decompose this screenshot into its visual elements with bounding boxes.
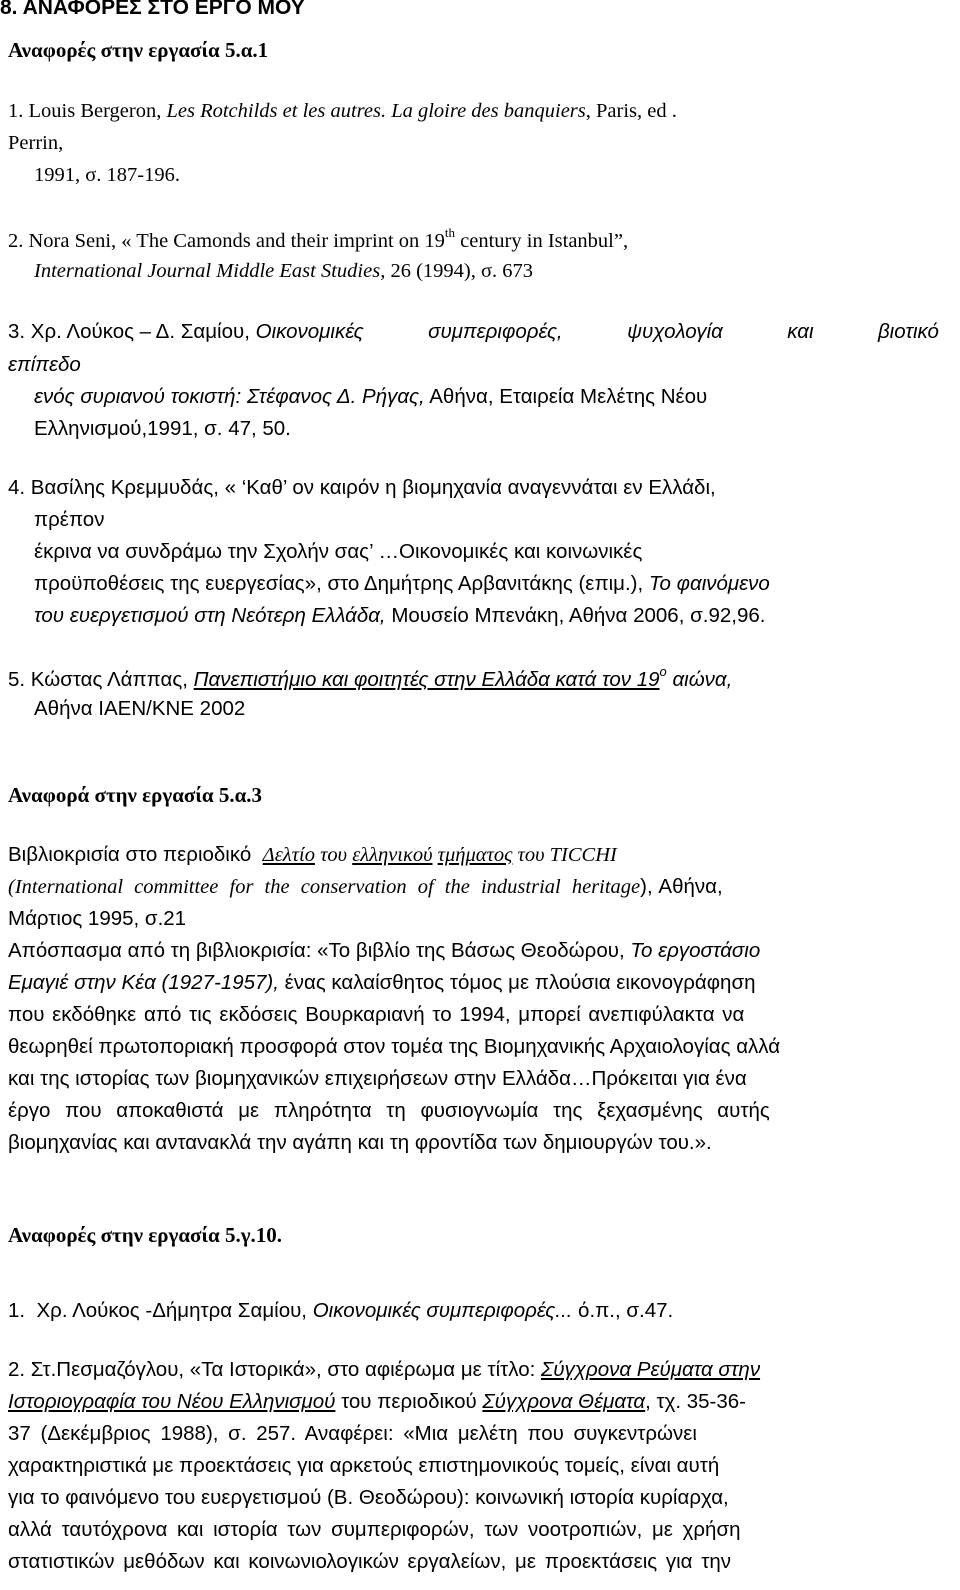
reference-text: στατιστικών μεθόδων και κοινωνιολογικών εργαλείων, με προεκτάσεις για την — [8, 1550, 731, 1573]
reference-text — [34, 261, 533, 282]
title-word: Οικονομικές — [255, 320, 364, 343]
reference-text: 5. Κώστας Λάππας, — [8, 667, 194, 691]
quote-text: και της ιστορίας των βιομηχανικών επιχειρήσεων στην Ελλάδα…Πρόκειται για ένα — [8, 1067, 747, 1090]
reference-title: ενός συριανού τοκιστή: Στέφανος Δ. Ρήγας, — [34, 385, 425, 408]
quote-text — [8, 941, 760, 962]
reference-text — [8, 877, 939, 898]
reference-item — [8, 1301, 673, 1322]
journal-title: International Journal Middle East Studies, — [34, 260, 386, 282]
reference-text: 2. Nora Seni, « The Camonds and their imprint on 19 — [8, 229, 445, 252]
reference-text: Αθήνα ΙΑΕΝ/ΚΝΕ 2002 — [34, 697, 246, 720]
reference-title: τμήματος — [437, 844, 513, 866]
title-word: και — [787, 320, 814, 343]
reference-item: 4. Βασίλης Κρεμμυδάς, « ‘Καθ’ ον καιρόν η βιομηχανία αναγεννάται εν Ελλάδι, — [8, 476, 716, 499]
reference-text: χαρακτηριστικά με προεκτάσεις για αρκετούς επιστημονικούς τομείς, είναι αυτή — [8, 1454, 720, 1477]
reference-text: Βιβλιοκρισία στο περιοδικό — [8, 843, 263, 866]
reference-text: 3. Χρ. Λούκος – Δ. Σαμίου, — [8, 320, 256, 343]
reference-text: Αθήνα, Εταιρεία Μελέτης Νέου — [424, 385, 708, 408]
reference-text — [34, 606, 765, 627]
quote-text: Απόσπασμα από τη βιβλιοκρισία: «Το βιβλίο της Βάσως Θεοδώρου, — [8, 939, 631, 962]
reference-text: αλλά ταυτόχρονα και ιστορία των συμπεριφορών, των νοοτροπιών, με χρήση — [8, 1518, 741, 1541]
reference-title: Ιστοριογραφία του Νέου Ελληνισμού — [8, 1390, 336, 1413]
reference-title: επίπεδο — [8, 353, 81, 376]
reference-text: 26 (1994), σ. 673 — [385, 260, 534, 282]
reference-title: Πανεπιστήμιο και φοιτητές στην Ελλάδα κατά τον 19 — [193, 667, 660, 691]
reference-text: πρέπον — [34, 508, 105, 531]
quote-text: που εκδόθηκε από τις εκδόσεις Βουρκαριανή το 1994, μπορεί ανεπιφύλακτα να — [8, 1003, 745, 1026]
superscript: ο — [659, 664, 667, 679]
reference-item — [8, 225, 629, 252]
reference-text: Μουσείο Μπενάκη, Αθήνα 2006, σ.92,96. — [385, 604, 766, 627]
reference-title: του TICCHI — [512, 844, 617, 866]
reference-text: 2. Στ.Πεσμαζόγλου, «Τα Ιστορικά», στο αφιέρωμα με τίτλο: — [8, 1358, 541, 1381]
quote-text: θεωρηθεί πρωτοποριακή προσφορά στον τομέα της Βιομηχανικής Αρχαιολογίας αλλά — [8, 1035, 781, 1058]
reference-text — [34, 574, 770, 595]
reference-text: 37 (Δεκέμβριος 1988), σ. 257. Αναφέρει: «Μια μελέτη που συγκεντρώνει — [8, 1422, 697, 1445]
title-word: ψυχολογία — [627, 320, 723, 343]
reference-item — [8, 101, 677, 122]
reference-title: Οικονομικές συμπεριφορές... — [312, 1299, 573, 1322]
reference-text — [34, 387, 707, 408]
reference-title: Σύγχρονα Ρεύματα στην — [540, 1358, 761, 1381]
reference-title: (International committee for the conservation of the industrial heritage — [8, 876, 641, 898]
reference-item — [8, 664, 733, 691]
book-title: Το εργοστάσιο — [630, 939, 761, 962]
review-citation — [8, 845, 617, 866]
reference-text: του περιοδικού — [335, 1390, 483, 1413]
reference-item — [8, 1360, 760, 1381]
reference-text: Perrin, — [8, 132, 64, 154]
book-title: Εμαγιέ στην Κέα (1927-1957), — [8, 971, 279, 994]
reference-title — [256, 322, 939, 343]
reference-title: του — [314, 844, 353, 866]
reference-text — [8, 1392, 746, 1413]
reference-text: ό.π., σ.47. — [572, 1299, 674, 1322]
reference-number: 1. Louis Bergeron, — [8, 100, 162, 122]
reference-title: Το φαινόμενο — [648, 572, 770, 595]
reference-text: 1. Χρ. Λούκος -Δήμητρα Σαμίου, — [8, 1299, 313, 1322]
journal-title: Σύγχρονα Θέματα — [482, 1390, 646, 1413]
reference-title: Les Rotchilds et les autres. La gloire des banquiers — [166, 100, 586, 122]
reference-title: Δελτίο — [262, 844, 315, 866]
reference-text: έκρινα να συνδράμω την Σχολήν σας’ …Οικονομικές και κοινωνικές — [34, 540, 643, 563]
section-heading: Αναφορές στην εργασία 5.α.1 — [8, 38, 269, 62]
quote-text — [8, 973, 756, 994]
superscript: th — [444, 225, 456, 240]
section-heading: Αναφορά στην εργασία 5.α.3 — [8, 783, 263, 807]
reference-text: προϋποθέσεις της ευεργεσίας», στο Δημήτρης Αρβανιτάκης (επιμ.), — [34, 572, 649, 595]
reference-text: , Paris, ed . — [585, 100, 677, 122]
reference-text: ), Αθήνα, — [640, 875, 723, 898]
quote-text: ένας καλαίσθητος τόμος με πλούσια εικονογράφηση — [278, 971, 756, 994]
reference-title: του ευεργετισμού στη Νεότερη Ελλάδα, — [34, 604, 386, 627]
reference-text: Ελληνισμού,1991, σ. 47, 50. — [34, 417, 291, 440]
title-word: βιοτικό — [877, 320, 939, 343]
reference-title: ελληνικού — [352, 844, 433, 866]
reference-text: century in Istanbul”, — [455, 229, 629, 252]
quote-text: βιομηχανίας και αντανακλά την αγάπη και τη φροντίδα των δημιουργών του.». — [8, 1131, 712, 1154]
page-title: 8. ΑΝΑΦΟΡΕΣ ΣΤΟ ΕΡΓΟ ΜΟΥ — [0, 0, 305, 19]
title-word: συμπεριφορές, — [428, 320, 563, 343]
reference-text: για το φαινόμενο του ευεργετισμού (Β. Θεοδώρου): κοινωνική ιστορία κυρίαρχα, — [8, 1486, 729, 1509]
reference-text: Μάρτιος 1995, σ.21 — [8, 907, 187, 930]
reference-text: 1991, σ. 187-196. — [34, 164, 181, 186]
quote-text: έργο που αποκαθιστά με πληρότητα τη φυσιογνωμία της ξεχασμένης αυτής — [8, 1099, 770, 1122]
reference-text: , τχ. 35-36- — [645, 1390, 747, 1413]
section-heading: Αναφορές στην εργασία 5.γ.10. — [8, 1223, 283, 1247]
reference-title: αιώνα, — [666, 667, 733, 691]
reference-item — [8, 322, 939, 343]
